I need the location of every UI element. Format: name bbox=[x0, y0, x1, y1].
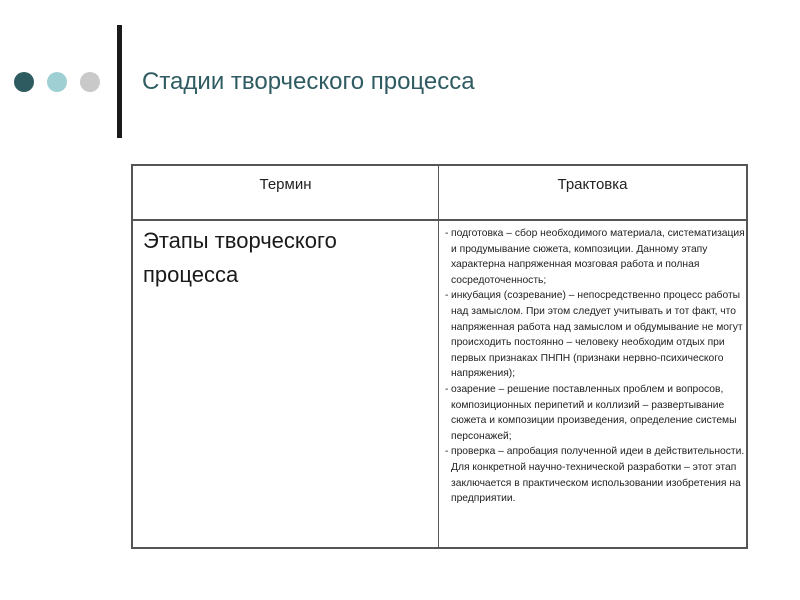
table-header-row bbox=[133, 166, 746, 221]
decorative-dots bbox=[14, 72, 104, 94]
stage-dash: - bbox=[445, 383, 449, 395]
light-teal-dot bbox=[47, 72, 67, 92]
definition-table bbox=[131, 164, 748, 549]
slide-title: Стадии творческого процесса bbox=[142, 68, 475, 95]
stage-dash: - bbox=[445, 446, 449, 458]
stage-item bbox=[445, 288, 747, 382]
stage-item bbox=[445, 226, 747, 288]
gray-dot bbox=[80, 72, 100, 92]
stage-dash: - bbox=[445, 290, 449, 302]
stage-dash: - bbox=[445, 228, 449, 239]
stage-text: проверка – апробация полученной идеи в действительности. Для конкретной научно-технической разработки – этот этап заключается в практическом использовании изобретения на предприятии. bbox=[451, 446, 745, 505]
header-interpretation: Трактовка bbox=[557, 176, 628, 193]
dark-teal-dot bbox=[14, 72, 34, 92]
interpretation-cell bbox=[445, 226, 747, 507]
vertical-divider-bar bbox=[117, 25, 122, 138]
stage-item bbox=[445, 382, 747, 444]
stage-text: подготовка – сбор необходимого материала, систематизация и продумывание сюжета, композиции. Данному этапу характерна напряженная мозговая работа и полная сосредоточенность; bbox=[451, 228, 745, 286]
column-separator bbox=[438, 166, 439, 547]
stage-item bbox=[445, 444, 747, 506]
stage-text: озарение – решение поставленных проблем и вопросов, композиционных перипетий и коллизий – развертывание сюжета и композиции произведения, определение системы персонажей; bbox=[451, 383, 737, 442]
stage-text: инкубация (созревание) – непосредственно процесс работы над замыслом. При этом следует учитывать и тот факт, что напряженная работа над замыслом и обдумывание не могут происходить постоянно – человеку необходим отдых при первых признаках ПНПН (признаки нервно-психического напряжения); bbox=[451, 290, 743, 380]
header-term: Термин bbox=[259, 176, 312, 193]
term-cell: Этапы творческого процесса bbox=[143, 228, 337, 287]
